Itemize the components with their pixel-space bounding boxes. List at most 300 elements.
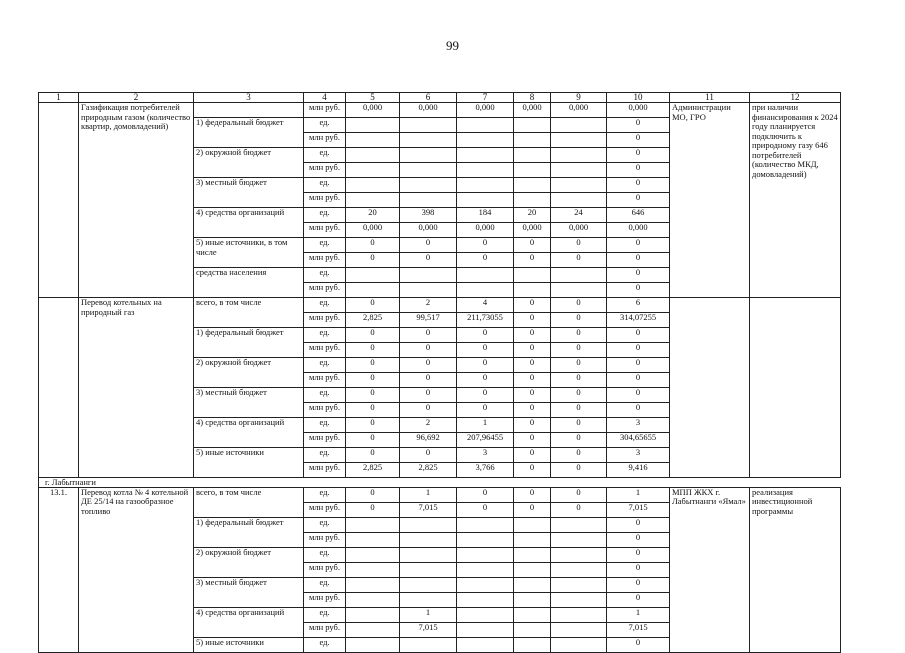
unit-cell: ед. (304, 388, 346, 403)
value-cell: 0 (551, 418, 607, 433)
value-cell (346, 532, 400, 547)
value-cell: 0 (607, 268, 670, 283)
value-cell (551, 178, 607, 193)
column-header: 1 (39, 93, 79, 103)
value-cell (346, 178, 400, 193)
value-cell (551, 148, 607, 163)
value-cell: 0 (551, 448, 607, 463)
value-cell (551, 193, 607, 208)
value-cell: 1 (457, 418, 514, 433)
value-cell: 0,000 (551, 223, 607, 238)
value-cell: 0 (457, 358, 514, 373)
value-cell: 0 (551, 313, 607, 328)
value-cell (514, 607, 551, 622)
unit-cell: млн руб. (304, 223, 346, 238)
unit-cell: млн руб. (304, 103, 346, 118)
unit-cell: млн руб. (304, 403, 346, 418)
value-cell: 398 (400, 208, 457, 223)
value-cell: 0 (457, 343, 514, 358)
funding-source-cell: 5) иные источники (194, 448, 304, 478)
unit-cell: ед. (304, 487, 346, 502)
unit-cell: млн руб. (304, 343, 346, 358)
value-cell (400, 532, 457, 547)
value-cell (346, 622, 400, 637)
unit-cell: ед. (304, 118, 346, 133)
value-cell (400, 637, 457, 652)
value-cell: 2 (400, 298, 457, 313)
unit-cell: млн руб. (304, 163, 346, 178)
measure-title-cell: Перевод котельных на природный газ (79, 298, 194, 478)
value-cell: 0 (346, 433, 400, 448)
value-cell: 20 (346, 208, 400, 223)
value-cell (346, 283, 400, 298)
value-cell: 7,015 (400, 502, 457, 517)
value-cell (551, 607, 607, 622)
table-row (39, 298, 841, 313)
value-cell: 0 (514, 487, 551, 502)
column-header: 6 (400, 93, 457, 103)
funding-source-cell: 4) средства организаций (194, 607, 304, 637)
value-cell (514, 637, 551, 652)
table-row (39, 103, 841, 118)
unit-cell: ед. (304, 148, 346, 163)
value-cell: 304,65655 (607, 433, 670, 448)
value-cell (457, 118, 514, 133)
value-cell: 0,000 (607, 103, 670, 118)
value-cell (346, 592, 400, 607)
value-cell: 0 (457, 238, 514, 253)
value-cell (457, 517, 514, 532)
unit-cell: ед. (304, 517, 346, 532)
executor-cell: МПП ЖКХ г. Лабытнанги «Ямал» (670, 487, 750, 652)
column-header: 8 (514, 93, 551, 103)
value-cell: 0 (607, 253, 670, 268)
value-cell (400, 133, 457, 148)
value-cell (346, 118, 400, 133)
value-cell (457, 193, 514, 208)
value-cell (457, 178, 514, 193)
unit-cell: ед. (304, 268, 346, 283)
unit-cell: млн руб. (304, 253, 346, 268)
unit-cell: млн руб. (304, 502, 346, 517)
value-cell: 0 (514, 343, 551, 358)
value-cell: 0 (551, 358, 607, 373)
note-cell (750, 298, 841, 478)
funding-source-cell: 1) федеральный бюджет (194, 328, 304, 358)
value-cell (346, 577, 400, 592)
value-cell: 0 (346, 328, 400, 343)
value-cell (346, 517, 400, 532)
value-cell: 20 (514, 208, 551, 223)
value-cell: 0 (457, 328, 514, 343)
value-cell: 0 (607, 517, 670, 532)
value-cell (400, 178, 457, 193)
value-cell: 0 (607, 637, 670, 652)
value-cell (551, 283, 607, 298)
funding-source-cell: 2) окружной бюджет (194, 547, 304, 577)
funding-source-cell: 3) местный бюджет (194, 388, 304, 418)
value-cell (400, 193, 457, 208)
column-header: 12 (750, 93, 841, 103)
value-cell: 0,000 (457, 223, 514, 238)
value-cell: 1 (400, 487, 457, 502)
value-cell: 2 (400, 418, 457, 433)
header-row (39, 93, 841, 103)
funding-source-cell: 5) иные источники (194, 637, 304, 652)
value-cell: 7,015 (607, 622, 670, 637)
value-cell: 0,000 (551, 103, 607, 118)
value-cell: 0 (346, 343, 400, 358)
executor-cell: Администрации МО, ГРО (670, 103, 750, 298)
unit-cell: ед. (304, 208, 346, 223)
value-cell: 0 (346, 373, 400, 388)
funding-source-cell: 5) иные источники, в том числе (194, 238, 304, 268)
value-cell: 0 (551, 238, 607, 253)
value-cell (400, 562, 457, 577)
value-cell: 6 (607, 298, 670, 313)
value-cell: 0 (607, 388, 670, 403)
value-cell (457, 163, 514, 178)
value-cell (457, 547, 514, 562)
value-cell: 0,000 (514, 223, 551, 238)
value-cell: 0 (514, 373, 551, 388)
value-cell (346, 163, 400, 178)
funding-source-cell: 1) федеральный бюджет (194, 517, 304, 547)
value-cell: 2,825 (346, 313, 400, 328)
value-cell: 0 (400, 403, 457, 418)
value-cell (457, 637, 514, 652)
value-cell: 9,416 (607, 463, 670, 478)
value-cell (551, 517, 607, 532)
value-cell: 0 (551, 388, 607, 403)
value-cell: 0 (607, 358, 670, 373)
value-cell (551, 592, 607, 607)
value-cell (514, 562, 551, 577)
value-cell: 0 (607, 148, 670, 163)
value-cell (457, 622, 514, 637)
note-cell: при наличии финансирования к 2024 году планируется подключить к природному газу 646 потребителей (количество МКД, домовладений) (750, 103, 841, 298)
value-cell: 0,000 (400, 223, 457, 238)
value-cell: 0 (457, 253, 514, 268)
value-cell (551, 622, 607, 637)
value-cell: 0 (457, 502, 514, 517)
value-cell (514, 592, 551, 607)
value-cell: 0,000 (346, 103, 400, 118)
funding-source-cell: 4) средства организаций (194, 208, 304, 238)
unit-cell: млн руб. (304, 133, 346, 148)
unit-cell: ед. (304, 358, 346, 373)
value-cell: 0 (346, 238, 400, 253)
value-cell: 0 (607, 343, 670, 358)
value-cell: 0 (514, 328, 551, 343)
value-cell: 0 (400, 373, 457, 388)
value-cell: 0 (346, 388, 400, 403)
value-cell: 0 (607, 562, 670, 577)
note-cell: реализация инвестиционной программы (750, 487, 841, 652)
section-row (39, 478, 841, 488)
value-cell: 0 (400, 448, 457, 463)
value-cell (457, 148, 514, 163)
value-cell: 0 (514, 253, 551, 268)
value-cell (346, 193, 400, 208)
value-cell: 0 (607, 577, 670, 592)
unit-cell: млн руб. (304, 283, 346, 298)
unit-cell: млн руб. (304, 373, 346, 388)
value-cell (514, 283, 551, 298)
value-cell: 24 (551, 208, 607, 223)
value-cell (400, 547, 457, 562)
value-cell (551, 577, 607, 592)
value-cell (457, 283, 514, 298)
value-cell: 0,000 (400, 103, 457, 118)
value-cell (346, 547, 400, 562)
value-cell (400, 592, 457, 607)
value-cell: 0 (514, 238, 551, 253)
value-cell (400, 148, 457, 163)
value-cell: 0 (607, 163, 670, 178)
value-cell: 0 (607, 283, 670, 298)
value-cell: 2,825 (400, 463, 457, 478)
value-cell: 0 (551, 403, 607, 418)
unit-cell: ед. (304, 298, 346, 313)
value-cell: 2,825 (346, 463, 400, 478)
unit-cell: ед. (304, 637, 346, 652)
value-cell (514, 577, 551, 592)
value-cell: 0 (457, 403, 514, 418)
value-cell: 0 (551, 328, 607, 343)
value-cell (514, 532, 551, 547)
value-cell: 0 (551, 463, 607, 478)
value-cell (457, 268, 514, 283)
value-cell: 184 (457, 208, 514, 223)
value-cell: 0 (607, 547, 670, 562)
value-cell (400, 517, 457, 532)
value-cell: 0 (400, 238, 457, 253)
value-cell (457, 133, 514, 148)
value-cell: 0 (400, 343, 457, 358)
value-cell: 1 (607, 487, 670, 502)
page-number: 99 (446, 38, 459, 53)
value-cell: 0,000 (346, 223, 400, 238)
value-cell (514, 178, 551, 193)
value-cell: 3,766 (457, 463, 514, 478)
value-cell: 1 (400, 607, 457, 622)
value-cell: 0 (607, 532, 670, 547)
value-cell: 0 (346, 403, 400, 418)
unit-cell: ед. (304, 178, 346, 193)
value-cell (346, 133, 400, 148)
value-cell (514, 517, 551, 532)
value-cell: 96,692 (400, 433, 457, 448)
value-cell: 0 (400, 253, 457, 268)
value-cell: 0 (457, 487, 514, 502)
value-cell: 0 (400, 358, 457, 373)
value-cell: 0 (514, 502, 551, 517)
funding-source-cell: всего, в том числе (194, 298, 304, 328)
value-cell: 7,015 (400, 622, 457, 637)
value-cell: 0 (551, 343, 607, 358)
executor-cell (670, 298, 750, 478)
value-cell (551, 547, 607, 562)
value-cell: 0 (346, 502, 400, 517)
value-cell (514, 163, 551, 178)
value-cell: 314,07255 (607, 313, 670, 328)
column-header: 5 (346, 93, 400, 103)
value-cell: 0 (457, 373, 514, 388)
value-cell: 0 (514, 358, 551, 373)
unit-cell: млн руб. (304, 313, 346, 328)
unit-cell: ед. (304, 607, 346, 622)
unit-cell: млн руб. (304, 622, 346, 637)
value-cell (457, 607, 514, 622)
value-cell: 0,000 (514, 103, 551, 118)
funding-source-cell: 4) средства организаций (194, 418, 304, 448)
unit-cell: млн руб. (304, 463, 346, 478)
row-number-cell (39, 103, 79, 298)
table-row (39, 487, 841, 502)
unit-cell: ед. (304, 448, 346, 463)
measure-title-cell: Перевод котла № 4 котельной ДЕ 25/14 на газообразное топливо (79, 487, 194, 652)
value-cell (514, 547, 551, 562)
value-cell: 0 (607, 193, 670, 208)
value-cell: 0 (514, 403, 551, 418)
column-header: 7 (457, 93, 514, 103)
value-cell (346, 607, 400, 622)
funding-source-cell: 3) местный бюджет (194, 178, 304, 208)
value-cell: 3 (457, 448, 514, 463)
value-cell: 207,96455 (457, 433, 514, 448)
funding-source-cell: 2) окружной бюджет (194, 148, 304, 178)
value-cell: 0 (346, 448, 400, 463)
value-cell: 0 (514, 433, 551, 448)
value-cell: 646 (607, 208, 670, 223)
value-cell: 3 (607, 448, 670, 463)
value-cell: 7,015 (607, 502, 670, 517)
value-cell: 0 (551, 298, 607, 313)
value-cell (514, 133, 551, 148)
value-cell (346, 637, 400, 652)
value-cell: 0 (346, 358, 400, 373)
value-cell: 0 (400, 388, 457, 403)
value-cell: 211,73055 (457, 313, 514, 328)
value-cell: 0 (551, 487, 607, 502)
unit-cell: млн руб. (304, 592, 346, 607)
value-cell: 0 (514, 313, 551, 328)
unit-cell: ед. (304, 238, 346, 253)
value-cell: 0 (514, 388, 551, 403)
value-cell: 0 (514, 418, 551, 433)
measure-title-cell: Газификация потребителей природным газом (количество квартир, домовладений) (79, 103, 194, 298)
unit-cell: млн руб. (304, 532, 346, 547)
value-cell (400, 268, 457, 283)
value-cell: 0 (551, 253, 607, 268)
value-cell: 0 (607, 592, 670, 607)
value-cell (514, 148, 551, 163)
funding-source-cell (194, 103, 304, 118)
value-cell: 0 (551, 502, 607, 517)
value-cell: 0,000 (457, 103, 514, 118)
value-cell: 0 (346, 253, 400, 268)
value-cell: 0 (514, 298, 551, 313)
unit-cell: млн руб. (304, 193, 346, 208)
value-cell: 0 (346, 418, 400, 433)
value-cell: 0 (551, 373, 607, 388)
value-cell (551, 118, 607, 133)
value-cell: 0 (514, 463, 551, 478)
value-cell (551, 562, 607, 577)
value-cell (457, 562, 514, 577)
column-header: 11 (670, 93, 750, 103)
value-cell: 0 (607, 328, 670, 343)
value-cell (457, 592, 514, 607)
value-cell (346, 148, 400, 163)
value-cell: 0 (346, 298, 400, 313)
value-cell: 99,517 (400, 313, 457, 328)
funding-source-cell: 2) окружной бюджет (194, 358, 304, 388)
value-cell (514, 118, 551, 133)
funding-source-cell: 1) федеральный бюджет (194, 118, 304, 148)
value-cell (514, 193, 551, 208)
section-label: г. Лабытнанги (39, 478, 841, 488)
column-header: 3 (194, 93, 304, 103)
program-table (38, 92, 841, 653)
value-cell (551, 532, 607, 547)
value-cell: 1 (607, 607, 670, 622)
value-cell: 0 (607, 118, 670, 133)
row-number-cell (39, 298, 79, 478)
funding-source-cell: всего, в том числе (194, 487, 304, 517)
value-cell (400, 118, 457, 133)
value-cell: 0 (607, 403, 670, 418)
value-cell: 0 (607, 133, 670, 148)
value-cell (346, 268, 400, 283)
value-cell (400, 163, 457, 178)
value-cell (457, 577, 514, 592)
value-cell: 0 (607, 238, 670, 253)
unit-cell: ед. (304, 547, 346, 562)
funding-source-cell: средства населения (194, 268, 304, 298)
value-cell (400, 283, 457, 298)
value-cell: 0 (346, 487, 400, 502)
value-cell: 0 (551, 433, 607, 448)
column-header: 4 (304, 93, 346, 103)
value-cell: 0 (400, 328, 457, 343)
value-cell (457, 532, 514, 547)
row-number-cell: 13.1. (39, 487, 79, 652)
value-cell: 0 (607, 178, 670, 193)
value-cell (551, 268, 607, 283)
value-cell: 4 (457, 298, 514, 313)
value-cell (400, 577, 457, 592)
value-cell (551, 637, 607, 652)
value-cell: 0 (514, 448, 551, 463)
value-cell: 0,000 (607, 223, 670, 238)
value-cell: 3 (607, 418, 670, 433)
value-cell (514, 622, 551, 637)
value-cell (514, 268, 551, 283)
column-header: 10 (607, 93, 670, 103)
column-header: 2 (79, 93, 194, 103)
value-cell: 0 (607, 373, 670, 388)
unit-cell: млн руб. (304, 433, 346, 448)
value-cell: 0 (457, 388, 514, 403)
unit-cell: ед. (304, 577, 346, 592)
value-cell (551, 163, 607, 178)
unit-cell: млн руб. (304, 562, 346, 577)
unit-cell: ед. (304, 418, 346, 433)
column-header: 9 (551, 93, 607, 103)
funding-source-cell: 3) местный бюджет (194, 577, 304, 607)
